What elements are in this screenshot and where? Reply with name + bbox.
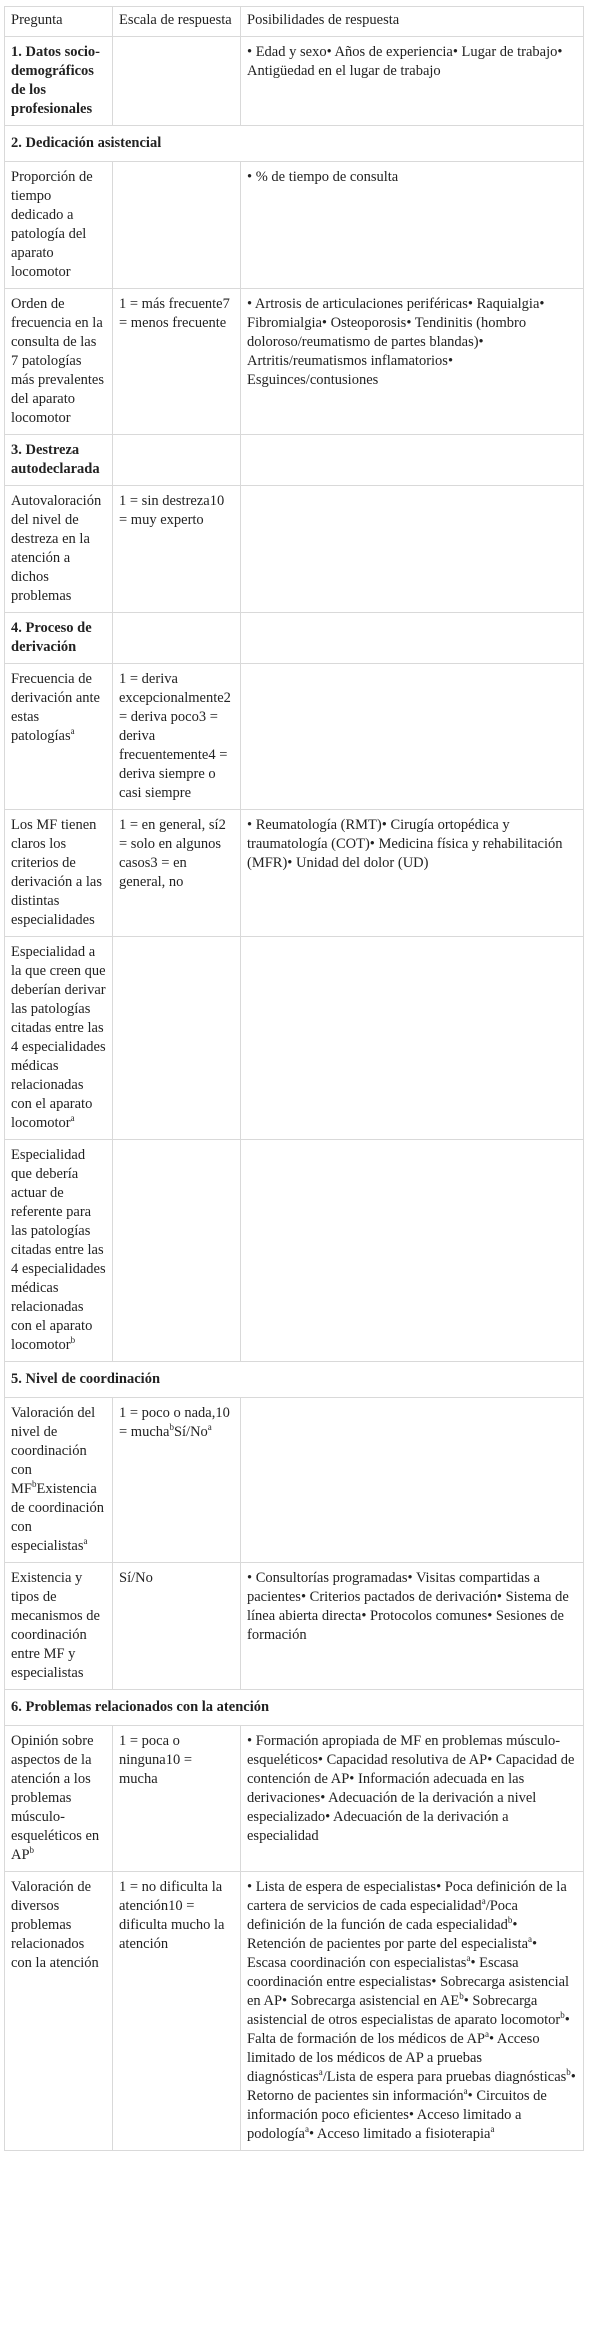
options-cell: • Consultorías programadas• Visitas compartidas a pacientes• Criterios pactados de derivación• Sistema de línea abierta directa• Protocolos comunes• Sesiones de formación [241,1563,584,1690]
question-text: Opinión sobre aspectos de la atención a los problemas músculo-esqueléticos en AP [11,1733,100,1863]
section-row [5,613,584,664]
section-title: 5. Nivel de coordinación [5,1362,584,1398]
footnote-mark: a [485,2029,489,2040]
table-row [5,1563,584,1690]
scale-cell: 1 = poca o ninguna10 = mucha [113,1726,241,1872]
footnote-mark: a [207,1422,212,1433]
options-cell: • Reumatología (RMT)• Cirugía ortopédica y traumatología (COT)• Medicina física y rehabilitación (MFR)• Unidad del dolor (UD) [241,810,584,937]
section-row [5,37,584,126]
question-cell [5,1140,113,1362]
options-cell [241,664,584,810]
option-text: • Retención de pacientes por parte del especialista [247,1917,529,1952]
footnote-mark: a [481,1896,486,1907]
footnote-mark: a [466,1953,471,1964]
scale-cell [113,937,241,1140]
option-text: • Sobrecarga asistencial de otros especialistas de aparato locomotor [247,1993,561,2028]
option-text: • Retorno de pacientes sin información [247,2069,576,2104]
question-cell: Orden de frecuencia en la consulta de las 7 patologías más prevalentes del aparato locomotor [5,289,113,435]
option-text: • Circuitos de información poco eficientes• Acceso limitado a podología [247,2088,547,2142]
scale-cell: 1 = en general, sí2 = solo en algunos casos3 = en general, no [113,810,241,937]
options-cell: • Formación apropiada de MF en problemas músculo-esqueléticos• Capacidad resolutiva de AP• Capacidad de contención de AP• Información adecuada en las derivaciones• Adecuación de la derivación a nivel especializado• Adecuación de la derivación a especialidad [241,1726,584,1872]
question-cell [5,1398,113,1563]
question-cell [5,937,113,1140]
footnote-mark: a [463,2086,468,2097]
footnote-mark: a [70,1113,75,1124]
option-text: • Acceso limitado de los médicos de AP a pruebas diagnósticas [247,2031,540,2085]
header-options: Posibilidades de respuesta [241,7,584,37]
footnote-mark: b [560,2010,565,2021]
footnote-mark: b [29,1845,35,1856]
section-scale-cell [113,613,241,664]
option-text: • Falta de formación de los médicos de AP [247,2012,570,2047]
section-title: 2. Dedicación asistencial [5,126,584,162]
footnote-mark: a [318,2067,323,2078]
table-row [5,810,584,937]
scale-cell: 1 = deriva excepcionalmente2 = deriva poco3 = deriva frecuentemente4 = deriva siempre o casi siempre [113,664,241,810]
questionnaire-table [4,6,584,2151]
question-cell: Los MF tienen claros los criterios de derivación a las distintas especialidades [5,810,113,937]
option-text: /Lista de espera para pruebas diagnósticas [322,2069,567,2085]
footnote-mark: b [169,1422,174,1433]
options-cell [241,1872,584,2151]
table-row [5,162,584,289]
table-row [5,1726,584,1872]
options-cell [241,1140,584,1362]
section-row [5,435,584,486]
table-row [5,937,584,1140]
table-row [5,486,584,613]
footnote-mark: b [459,1991,464,2002]
section-title: 4. Proceso de derivación [5,613,113,664]
footnote-mark: a [70,726,75,737]
footnote-mark: b [507,1915,513,1926]
section-options-cell: • Edad y sexo• Años de experiencia• Lugar de trabajo• Antigüedad en el lugar de trabajo [241,37,584,126]
footnote-mark: a [83,1536,88,1547]
section-scale-cell [113,435,241,486]
question-cell: Proporción de tiempo dedicado a patología del aparato locomotor [5,162,113,289]
section-title: 6. Problemas relacionados con la atención [5,1690,584,1726]
question-cell: Autovaloración del nivel de destreza en la atención a dichos problemas [5,486,113,613]
scale-text: 1 = poco o nada,10 = mucha [119,1405,230,1440]
options-cell: • % de tiempo de consulta [241,162,584,289]
option-text: /Poca definición de la función de cada especialidad [247,1898,518,1933]
option-text: • Lista de espera de especialistas• Poca definición de la cartera de servicios de cada especialidad [247,1879,567,1914]
question-cell [5,1726,113,1872]
question-text: Especialidad que debería actuar de referente para las patologías citadas entre las 4 especialidades médicas relacionadas con el aparato locomotor [11,1147,106,1353]
question-text: Especialidad a la que creen que deberían derivar las patologías citadas entre las 4 especialidades médicas relacionadas con el aparato locomotor [11,944,106,1131]
section-options-cell [241,435,584,486]
question-cell: Existencia y tipos de mecanismos de coordinación entre MF y especialistas [5,1563,113,1690]
table-row [5,1872,584,2151]
footnote-mark: a [528,1934,533,1945]
option-text: • Escasa coordinación entre especialistas• Sobrecarga asistencial en AP• Sobrecarga asistencial en AE [247,1955,570,2009]
section-title: 1. Datos socio-demográficos de los profesionales [5,37,113,126]
scale-cell [113,1398,241,1563]
options-cell [241,486,584,613]
footnote-mark: b [566,2067,571,2078]
option-text: • Escasa coordinación con especialistas [247,1936,538,1971]
header-row [5,7,584,37]
scale-cell: 1 = no dificulta la atención10 = dificulta mucho la atención [113,1872,241,2151]
footnote-mark: a [490,2124,495,2135]
table-row [5,289,584,435]
table-row [5,1140,584,1362]
scale-cell: Sí/No [113,1563,241,1690]
scale-cell [113,1140,241,1362]
section-options-cell [241,613,584,664]
options-cell [241,1398,584,1563]
header-question: Pregunta [5,7,113,37]
question-text: Frecuencia de derivación ante estas patologías [11,671,100,744]
scale-text: Sí/No [173,1424,208,1440]
footnote-mark: a [305,2124,309,2135]
question-text: Existencia de coordinación con especialistas [11,1481,105,1554]
section-row [5,1690,584,1726]
options-cell: • Artrosis de articulaciones periféricas• Raquialgia• Fibromialgia• Osteoporosis• Tendinitis (hombro doloroso/reumatismo de partes blandas)• Artritis/reumatismos inflamatorios• Esguinces/contusiones [241,289,584,435]
question-text: Valoración del nivel de coordinación con MF [11,1405,96,1497]
header-scale: Escala de respuesta [113,7,241,37]
section-row [5,1362,584,1398]
option-text: • Acceso limitado a fisioterapia [309,2126,491,2142]
scale-cell [113,162,241,289]
question-cell [5,664,113,810]
section-row [5,126,584,162]
table-row [5,1398,584,1563]
section-scale-cell [113,37,241,126]
question-cell: Valoración de diversos problemas relacionados con la atención [5,1872,113,2151]
options-cell [241,937,584,1140]
section-title: 3. Destreza autodeclarada [5,435,113,486]
table-row [5,664,584,810]
scale-cell: 1 = sin destreza10 = muy experto [113,486,241,613]
footnote-mark: b [31,1479,37,1490]
footnote-mark: b [70,1335,76,1346]
scale-cell: 1 = más frecuente7 = menos frecuente [113,289,241,435]
